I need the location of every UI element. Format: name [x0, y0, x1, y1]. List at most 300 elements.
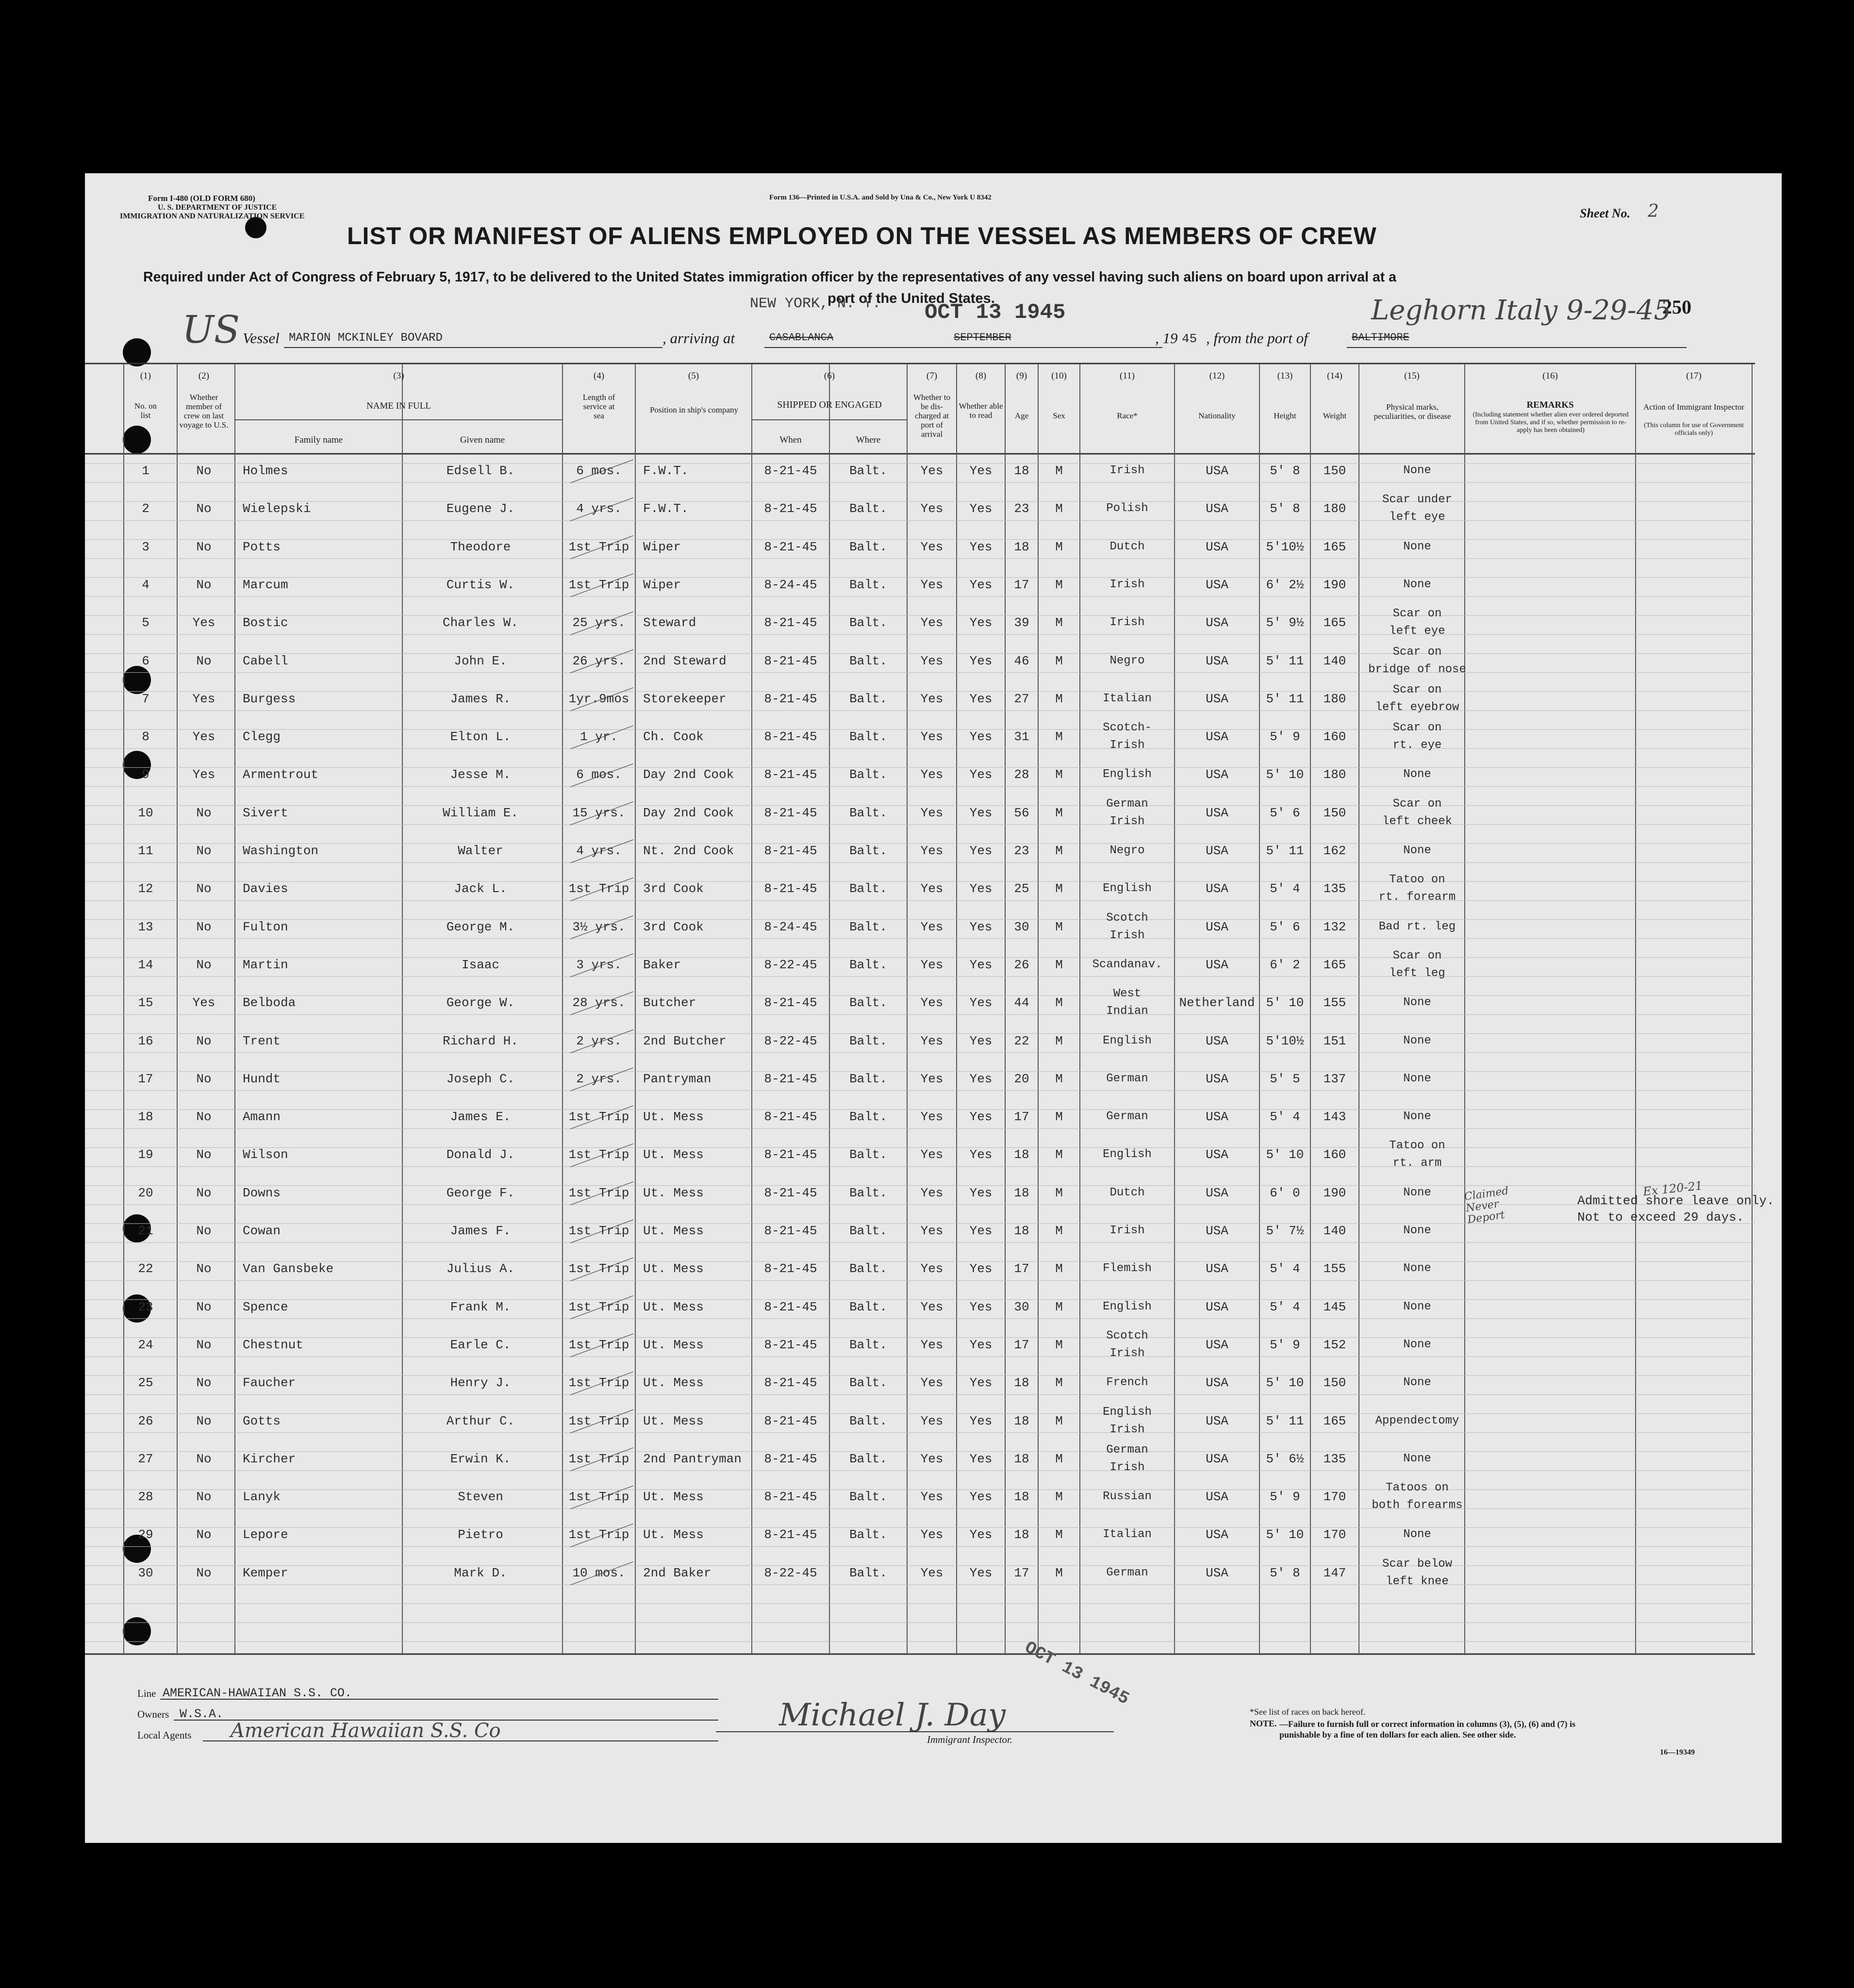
- cell-when: 8-21-45: [764, 767, 817, 782]
- cell-race-line2: Irish: [1109, 814, 1145, 828]
- signature-underline: [716, 1731, 1114, 1732]
- header-weight: Weight: [1323, 411, 1347, 420]
- cell-read: Yes: [969, 1413, 993, 1428]
- line-value: AMERICAN-HAWAIIAN S.S. CO.: [163, 1686, 352, 1700]
- cell-where: Balt.: [849, 1185, 887, 1200]
- cell-weight: 180: [1323, 691, 1346, 706]
- cell-when: 8-24-45: [764, 577, 817, 592]
- cell-marks-line2: left leg: [1389, 966, 1445, 980]
- inspector-label: Immigrant Inspector.: [927, 1734, 1013, 1745]
- cell-discharged: Yes: [920, 464, 944, 478]
- cell-discharged: Yes: [920, 1337, 944, 1352]
- cell-family: Potts: [243, 539, 281, 554]
- cell-given: John E.: [454, 653, 507, 668]
- cell-when: 8-21-45: [764, 1261, 817, 1276]
- cell-sex: M: [1055, 1299, 1063, 1314]
- cell-where: Balt.: [849, 729, 887, 745]
- cell-given: Henry J.: [450, 1375, 511, 1391]
- cell-weight: 155: [1323, 995, 1346, 1011]
- cell-age: 18: [1014, 1413, 1029, 1428]
- cell-discharged: Yes: [920, 691, 944, 706]
- cell-prev: No: [196, 1337, 212, 1352]
- cell-no: 17: [138, 1071, 153, 1086]
- col-num-5: (5): [688, 371, 699, 381]
- cell-sex: M: [1055, 1033, 1063, 1048]
- cell-position: Steward: [643, 615, 696, 630]
- cell-service: 1yr.9mos: [568, 691, 629, 706]
- cell-weight: 162: [1323, 844, 1346, 858]
- cell-position: 2nd Butcher: [643, 1033, 727, 1048]
- cell-service: 1st Trip: [568, 1147, 629, 1162]
- cell-sex: M: [1055, 1490, 1063, 1505]
- cell-position: Ut. Mess: [643, 1110, 704, 1125]
- cell-age: 26: [1014, 957, 1029, 972]
- cell-no: 14: [138, 957, 153, 972]
- cell-nationality: USA: [1206, 1527, 1228, 1542]
- line-label: Line: [137, 1688, 156, 1699]
- cell-discharged: Yes: [920, 1413, 944, 1428]
- cell-marks: Scar on: [1392, 949, 1442, 962]
- cell-given: Edsell B.: [446, 464, 515, 478]
- cell-marks-line2: left knee: [1386, 1574, 1449, 1588]
- cell-position: 2nd Pantryman: [643, 1451, 742, 1466]
- cell-no: 11: [138, 844, 153, 858]
- row15-action-2: Not to exceed 29 days.: [1577, 1210, 1744, 1225]
- cell-given: George F.: [446, 1185, 515, 1200]
- cell-read: Yes: [969, 501, 993, 516]
- col-num-17: (17): [1686, 371, 1702, 381]
- cell-marks: None: [1403, 1338, 1431, 1351]
- cell-discharged: Yes: [920, 729, 944, 745]
- col-num-14: (14): [1327, 371, 1342, 381]
- cell-when: 8-21-45: [764, 1185, 817, 1200]
- cell-marks: None: [1403, 1186, 1431, 1199]
- cell-race: English: [1103, 1148, 1152, 1161]
- cell-read: Yes: [969, 1224, 993, 1238]
- cell-read: Yes: [969, 805, 993, 820]
- cell-height: 5' 11: [1266, 691, 1304, 706]
- cell-height: 5' 9: [1270, 729, 1300, 745]
- cell-position: 3rd Cook: [643, 881, 704, 896]
- cell-discharged: Yes: [920, 501, 944, 516]
- col-num-10: (10): [1051, 371, 1067, 381]
- cell-nationality: USA: [1206, 1185, 1228, 1200]
- cell-service: 1st Trip: [568, 1413, 629, 1428]
- cell-when: 8-21-45: [764, 691, 817, 706]
- cell-race: Italian: [1103, 1528, 1152, 1541]
- header-position: Position in ship's company: [649, 405, 739, 414]
- cell-read: Yes: [969, 653, 993, 668]
- cell-prev: Yes: [192, 729, 215, 745]
- cell-sex: M: [1055, 1185, 1063, 1200]
- cell-weight: 145: [1323, 1299, 1346, 1314]
- cell-race: English: [1103, 1034, 1152, 1047]
- cell-race: Scotch: [1106, 1329, 1148, 1342]
- cell-marks: None: [1403, 1110, 1431, 1124]
- cell-service: 1st Trip: [568, 1261, 629, 1276]
- cell-marks-line2: left eye: [1389, 625, 1445, 638]
- cell-read: Yes: [969, 1147, 993, 1162]
- cell-when: 8-21-45: [764, 1299, 817, 1314]
- cell-prev: No: [196, 1185, 212, 1200]
- col-num-16: (16): [1542, 371, 1558, 381]
- cell-where: Balt.: [849, 1565, 887, 1580]
- from-port: BALTIMORE: [1352, 331, 1409, 344]
- cell-marks: Scar below: [1382, 1557, 1453, 1571]
- from-label: , from the port of: [1206, 330, 1308, 347]
- cell-where: Balt.: [849, 919, 887, 934]
- cell-service: 1st Trip: [568, 1451, 629, 1466]
- cell-marks: None: [1403, 1528, 1431, 1541]
- header-age: Age: [1014, 411, 1029, 420]
- cell-marks: None: [1403, 578, 1431, 591]
- cell-discharged: Yes: [920, 1224, 944, 1238]
- cell-race: German: [1106, 1566, 1148, 1579]
- crew-manifest-table: [85, 363, 1774, 1655]
- cell-service: 6 mos.: [576, 767, 622, 782]
- cell-no: 4: [142, 577, 149, 592]
- cell-given: Steven: [458, 1490, 503, 1505]
- cell-weight: 160: [1323, 729, 1346, 745]
- cell-sex: M: [1055, 1527, 1063, 1542]
- cell-prev: No: [196, 1033, 212, 1048]
- cell-service: 2 yrs.: [576, 1033, 622, 1048]
- cell-discharged: Yes: [920, 1110, 944, 1125]
- cell-service: 1st Trip: [568, 539, 629, 554]
- cell-service: 1st Trip: [568, 881, 629, 896]
- cell-family: Clegg: [243, 729, 281, 745]
- cell-service: 3 yrs.: [576, 957, 622, 972]
- header-where: Where: [856, 435, 881, 445]
- cell-prev: No: [196, 881, 212, 896]
- cell-given: Richard H.: [442, 1033, 519, 1048]
- cell-prev: No: [196, 844, 212, 858]
- cell-no: 2: [142, 501, 149, 516]
- cell-age: 30: [1014, 919, 1029, 934]
- cell-no: 1: [142, 464, 149, 478]
- cell-when: 8-24-45: [764, 919, 817, 934]
- cell-nationality: USA: [1206, 1071, 1228, 1086]
- header-sex: Sex: [1053, 411, 1065, 420]
- form-code: 16—19349: [1660, 1748, 1695, 1756]
- header-height: Height: [1274, 411, 1296, 420]
- cell-prev: No: [196, 1565, 212, 1580]
- cell-age: 22: [1014, 1033, 1029, 1048]
- cell-given: William E.: [442, 805, 519, 820]
- cell-family: Downs: [243, 1185, 281, 1200]
- cell-sex: M: [1055, 805, 1063, 820]
- cell-sex: M: [1055, 615, 1063, 630]
- arrival-stamp-place: NEW YORK, N. Y.: [750, 296, 881, 312]
- cell-given: Julius A.: [446, 1261, 515, 1276]
- cell-nationality: Netherland: [1179, 995, 1255, 1011]
- cell-race-line2: Irish: [1109, 1460, 1145, 1474]
- cell-family: Bostic: [243, 615, 288, 630]
- cell-nationality: USA: [1206, 653, 1228, 668]
- cell-race-line2: Irish: [1109, 1423, 1145, 1436]
- cell-no: 27: [138, 1451, 153, 1466]
- vessel-label: Vessel: [243, 330, 280, 347]
- cell-service: 1st Trip: [568, 1224, 629, 1238]
- cell-discharged: Yes: [920, 1375, 944, 1391]
- header-physical-marks: Physical marks, peculiarities, or disease: [1374, 402, 1451, 421]
- cell-weight: 152: [1323, 1337, 1346, 1352]
- cell-height: 5' 10: [1266, 995, 1304, 1011]
- cell-given: Elton L.: [450, 729, 511, 745]
- cell-read: Yes: [969, 1033, 993, 1048]
- cell-marks: Scar on: [1392, 607, 1442, 621]
- manifest-title: LIST OR MANIFEST OF ALIENS EMPLOYED ON THE VESSEL AS MEMBERS OF CREW: [347, 222, 1377, 249]
- cell-service: 10 mos.: [572, 1565, 626, 1580]
- cell-where: Balt.: [849, 1337, 887, 1352]
- cell-position: 3rd Cook: [643, 919, 704, 934]
- cell-no: 24: [138, 1337, 153, 1352]
- cell-read: Yes: [969, 1527, 993, 1542]
- cell-height: 5' 4: [1270, 1261, 1300, 1276]
- cell-nationality: USA: [1206, 767, 1228, 782]
- cell-race: Negro: [1109, 844, 1145, 857]
- cell-prev: No: [196, 1413, 212, 1428]
- cell-prev: Yes: [192, 995, 215, 1011]
- cell-service: 1st Trip: [568, 1375, 629, 1391]
- cell-discharged: Yes: [920, 539, 944, 554]
- cell-height: 5' 8: [1270, 464, 1300, 478]
- cell-marks: None: [1403, 540, 1431, 553]
- cell-race: German: [1106, 1443, 1148, 1457]
- cell-nationality: USA: [1206, 1337, 1228, 1352]
- cell-discharged: Yes: [920, 1490, 944, 1505]
- cell-race-line2: Irish: [1109, 1346, 1145, 1360]
- cell-race: Irish: [1109, 616, 1145, 630]
- cell-no: 8: [142, 729, 149, 745]
- cell-discharged: Yes: [920, 957, 944, 972]
- header-remarks: REMARKS: [1526, 400, 1574, 410]
- cell-sex: M: [1055, 1565, 1063, 1580]
- cell-family: Trent: [243, 1033, 281, 1048]
- cell-nationality: USA: [1206, 881, 1228, 896]
- cell-height: 5' 11: [1266, 844, 1304, 858]
- cell-no: 6: [142, 653, 149, 668]
- cell-marks: Scar under: [1382, 493, 1453, 507]
- cell-prev: Yes: [192, 615, 215, 630]
- arriving-port: CASABLANCA: [769, 331, 834, 344]
- cell-age: 28: [1014, 767, 1029, 782]
- year-prefix: , 19: [1155, 330, 1178, 347]
- cell-position: Butcher: [643, 995, 696, 1011]
- cell-marks-line2: both forearms: [1372, 1499, 1463, 1512]
- cell-family: Amann: [243, 1110, 281, 1125]
- cell-read: Yes: [969, 691, 993, 706]
- cell-read: Yes: [969, 1490, 993, 1505]
- cell-family: Wilson: [243, 1147, 288, 1162]
- cell-read: Yes: [969, 1185, 993, 1200]
- cell-discharged: Yes: [920, 1147, 944, 1162]
- cell-position: F.W.T.: [643, 501, 689, 516]
- cell-prev: No: [196, 957, 212, 972]
- cell-marks: Tatoos on: [1386, 1481, 1449, 1495]
- cell-age: 18: [1014, 539, 1029, 554]
- cell-sex: M: [1055, 767, 1063, 782]
- cell-age: 23: [1014, 844, 1029, 858]
- cell-when: 8-21-45: [764, 1337, 817, 1352]
- cell-no: 15: [138, 995, 153, 1011]
- cell-given: Pietro: [458, 1527, 503, 1542]
- cell-when: 8-21-45: [764, 615, 817, 630]
- cell-discharged: Yes: [920, 577, 944, 592]
- cell-family: Burgess: [243, 691, 296, 706]
- cell-nationality: USA: [1206, 1490, 1228, 1505]
- cell-discharged: Yes: [920, 653, 944, 668]
- cell-family: Van Gansbeke: [243, 1261, 334, 1276]
- cell-nationality: USA: [1206, 1033, 1228, 1048]
- cell-no: 7: [142, 691, 149, 706]
- cell-position: Ut. Mess: [643, 1147, 704, 1162]
- cell-weight: 150: [1323, 464, 1346, 478]
- col-num-3: (3): [393, 371, 404, 381]
- vessel-name: MARION MCKINLEY BOVARD: [289, 331, 443, 345]
- cell-marks: Scar on: [1392, 683, 1442, 696]
- cell-race: English: [1103, 1405, 1152, 1419]
- cell-discharged: Yes: [920, 805, 944, 820]
- cell-race: Italian: [1103, 692, 1152, 705]
- cell-marks: Tatoo on: [1389, 873, 1445, 887]
- cell-when: 8-22-45: [764, 1033, 817, 1048]
- cell-given: George M.: [446, 919, 515, 934]
- cell-prev: Yes: [192, 691, 215, 706]
- cell-prev: No: [196, 805, 212, 820]
- cell-discharged: Yes: [920, 615, 944, 630]
- cell-age: 18: [1014, 1490, 1029, 1505]
- cell-age: 18: [1014, 1527, 1029, 1542]
- cell-prev: No: [196, 1071, 212, 1086]
- races-note: *See list of races on back hereof.: [1250, 1707, 1366, 1717]
- row15-remarks-handwritten: Claimed Never Deport: [1463, 1185, 1509, 1226]
- cell-position: Nt. 2nd Cook: [643, 844, 734, 858]
- cell-sex: M: [1055, 464, 1063, 478]
- cell-when: 8-21-45: [764, 995, 817, 1011]
- col-num-2: (2): [198, 371, 210, 381]
- cell-when: 8-21-45: [764, 881, 817, 896]
- cell-height: 5' 10: [1266, 1527, 1304, 1542]
- cell-given: Eugene J.: [446, 501, 515, 516]
- col-num-9: (9): [1016, 371, 1027, 381]
- header-whether-crew: Whether member of crew on last voyage to U.S.: [179, 393, 229, 430]
- cell-marks: None: [1403, 1452, 1431, 1465]
- cell-given: Charles W.: [442, 615, 519, 630]
- cell-nationality: USA: [1206, 1375, 1228, 1391]
- cell-sex: M: [1055, 1110, 1063, 1125]
- cell-nationality: USA: [1206, 577, 1228, 592]
- cell-height: 5' 8: [1270, 501, 1300, 516]
- cell-given: Arthur C.: [446, 1413, 515, 1428]
- cell-marks: None: [1403, 768, 1431, 781]
- col-num-1: (1): [140, 371, 151, 381]
- cell-weight: 190: [1323, 577, 1346, 592]
- cell-where: Balt.: [849, 957, 887, 972]
- cell-weight: 165: [1323, 615, 1346, 630]
- cell-where: Balt.: [849, 1033, 887, 1048]
- cell-prev: No: [196, 577, 212, 592]
- cell-position: F.W.T.: [643, 464, 689, 478]
- cell-age: 18: [1014, 1451, 1029, 1466]
- header-action-note: (This column for use of Government officials only): [1644, 422, 1744, 437]
- cell-service: 25 yrs.: [572, 615, 626, 630]
- cell-where: Balt.: [849, 653, 887, 668]
- cell-sex: M: [1055, 1375, 1063, 1391]
- cell-sex: M: [1055, 653, 1063, 668]
- cell-discharged: Yes: [920, 1527, 944, 1542]
- cell-weight: 155: [1323, 1261, 1346, 1276]
- cell-weight: 137: [1323, 1071, 1346, 1086]
- vessel-underline: [284, 347, 662, 348]
- cell-marks-line2: rt. arm: [1392, 1157, 1442, 1170]
- cell-where: Balt.: [849, 501, 887, 516]
- cell-position: Wiper: [643, 539, 681, 554]
- cell-height: 5' 11: [1266, 1413, 1304, 1428]
- cell-no: 30: [138, 1565, 153, 1580]
- cell-weight: 140: [1323, 1224, 1346, 1238]
- cell-service: 1st Trip: [568, 577, 629, 592]
- cell-sex: M: [1055, 539, 1063, 554]
- cell-read: Yes: [969, 1299, 993, 1314]
- cell-given: Jack L.: [454, 881, 507, 896]
- cell-marks: None: [1403, 844, 1431, 857]
- arriving-label: , arriving at: [662, 330, 735, 347]
- cell-marks-line2: rt. eye: [1392, 739, 1442, 752]
- header-name-in-full: NAME IN FULL: [366, 401, 431, 411]
- cell-when: 8-21-45: [764, 1375, 817, 1391]
- cell-discharged: Yes: [920, 1071, 944, 1086]
- cell-read: Yes: [969, 1071, 993, 1086]
- cell-sex: M: [1055, 1451, 1063, 1466]
- cell-no: 29: [138, 1527, 153, 1542]
- cell-age: 17: [1014, 1565, 1029, 1580]
- cell-position: Day 2nd Cook: [643, 767, 734, 782]
- cell-age: 18: [1014, 1147, 1029, 1162]
- cell-prev: No: [196, 539, 212, 554]
- cell-race: Irish: [1109, 1224, 1145, 1237]
- cell-family: Washington: [243, 844, 319, 858]
- cell-marks-line2: bridge of nose: [1368, 663, 1466, 676]
- arrival-month: SEPTEMBER: [954, 331, 1011, 344]
- cell-position: Ut. Mess: [643, 1261, 704, 1276]
- header-given-name: Given name: [460, 435, 505, 445]
- cell-no: 25: [138, 1375, 153, 1391]
- cell-marks: Tatoo on: [1389, 1139, 1445, 1153]
- service-name: IMMIGRATION AND NATURALIZATION SERVICE: [120, 212, 305, 220]
- cell-height: 5' 5: [1270, 1071, 1300, 1086]
- cell-read: Yes: [969, 881, 993, 896]
- header-nationality: Nationality: [1198, 411, 1236, 420]
- row15-action-handwritten: Ex 120-21: [1642, 1178, 1704, 1199]
- cell-age: 18: [1014, 1185, 1029, 1200]
- sheet-number: 2: [1648, 201, 1659, 221]
- cell-nationality: USA: [1206, 1110, 1228, 1125]
- cell-sex: M: [1055, 501, 1063, 516]
- cell-marks-line2: left cheek: [1382, 814, 1453, 828]
- cell-marks-line2: left eye: [1389, 511, 1445, 524]
- cell-sex: M: [1055, 577, 1063, 592]
- cell-read: Yes: [969, 464, 993, 478]
- cell-marks-line2: left eyebrow: [1375, 700, 1459, 714]
- cell-nationality: USA: [1206, 957, 1228, 972]
- cell-height: 5' 4: [1270, 1299, 1300, 1314]
- cell-race: Scandanav.: [1092, 958, 1162, 971]
- cell-discharged: Yes: [920, 881, 944, 896]
- cell-where: Balt.: [849, 464, 887, 478]
- cell-discharged: Yes: [920, 995, 944, 1011]
- cell-read: Yes: [969, 1565, 993, 1580]
